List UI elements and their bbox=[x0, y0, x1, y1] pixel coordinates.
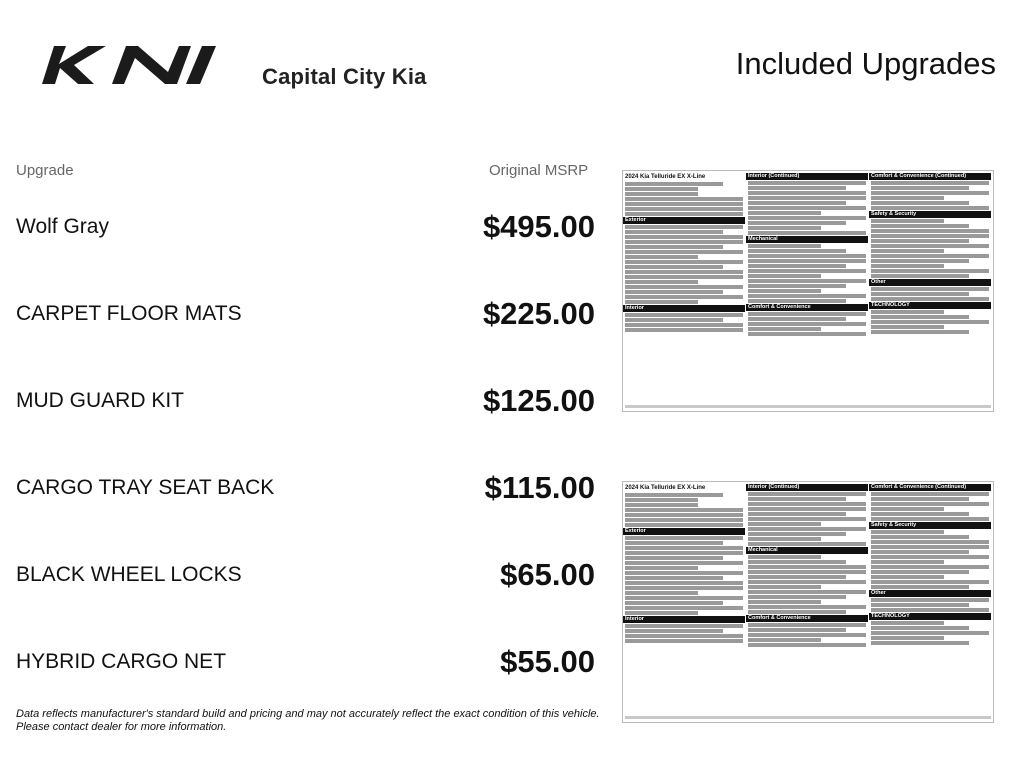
dealer-name: Capital City Kia bbox=[262, 64, 427, 89]
sticker-section: Other bbox=[869, 279, 991, 286]
sticker-title: 2024 Kia Telluride EX X-Line bbox=[625, 485, 706, 491]
sticker-section: Comfort & Convenience bbox=[746, 304, 868, 311]
sticker-section: Comfort & Convenience bbox=[746, 615, 868, 622]
column-header-upgrade: Upgrade bbox=[16, 162, 74, 179]
upgrade-label: BLACK WHEEL LOCKS bbox=[16, 563, 242, 586]
upgrade-label: MUD GUARD KIT bbox=[16, 389, 184, 412]
column-header-msrp: Original MSRP bbox=[489, 162, 589, 179]
sticker-section: Interior bbox=[623, 305, 745, 312]
sticker-section: Safety & Security bbox=[869, 211, 991, 218]
window-sticker-image bbox=[622, 481, 994, 723]
sticker-title: 2024 Kia Telluride EX X-Line bbox=[625, 174, 706, 180]
upgrade-price: $125.00 bbox=[482, 383, 595, 418]
disclaimer-line: Please contact dealer for more information. bbox=[16, 721, 227, 733]
sticker-section: TECHNOLOGY bbox=[869, 613, 991, 620]
upgrade-price: $495.00 bbox=[482, 209, 595, 244]
sticker-section: Exterior bbox=[623, 528, 745, 535]
disclaimer bbox=[16, 708, 616, 734]
disclaimer-line: Data reflects manufacturer's standard build and pricing and may not accurately reflect the exact condition of this vehicle. bbox=[16, 708, 600, 720]
sticker-section: Comfort & Convenience (Continued) bbox=[869, 484, 991, 491]
upgrade-price: $65.00 bbox=[500, 557, 595, 592]
sticker-section: Interior bbox=[623, 616, 745, 623]
upgrade-price: $115.00 bbox=[484, 470, 595, 505]
kia-logo-shape bbox=[42, 46, 216, 84]
sticker-section: Mechanical bbox=[746, 236, 868, 243]
upgrade-price: $225.00 bbox=[482, 296, 595, 331]
sticker-section: Exterior bbox=[623, 217, 745, 224]
sticker-section: Other bbox=[869, 590, 991, 597]
upgrade-price: $55.00 bbox=[500, 644, 595, 679]
sticker-section: TECHNOLOGY bbox=[869, 302, 991, 309]
page-title: Included Upgrades bbox=[735, 46, 996, 81]
upgrade-label: Wolf Gray bbox=[16, 215, 109, 238]
sticker-section: Interior (Continued) bbox=[746, 173, 868, 180]
sticker-section: Mechanical bbox=[746, 547, 868, 554]
kia-logo bbox=[40, 40, 220, 90]
sticker-section: Interior (Continued) bbox=[746, 484, 868, 491]
upgrade-label: HYBRID CARGO NET bbox=[16, 650, 227, 673]
upgrade-label: CARGO TRAY SEAT BACK bbox=[16, 476, 275, 499]
window-sticker-image bbox=[622, 170, 994, 412]
upgrade-label: CARPET FLOOR MATS bbox=[16, 302, 242, 325]
sticker-section: Comfort & Convenience (Continued) bbox=[869, 173, 991, 180]
sticker-section: Safety & Security bbox=[869, 522, 991, 529]
